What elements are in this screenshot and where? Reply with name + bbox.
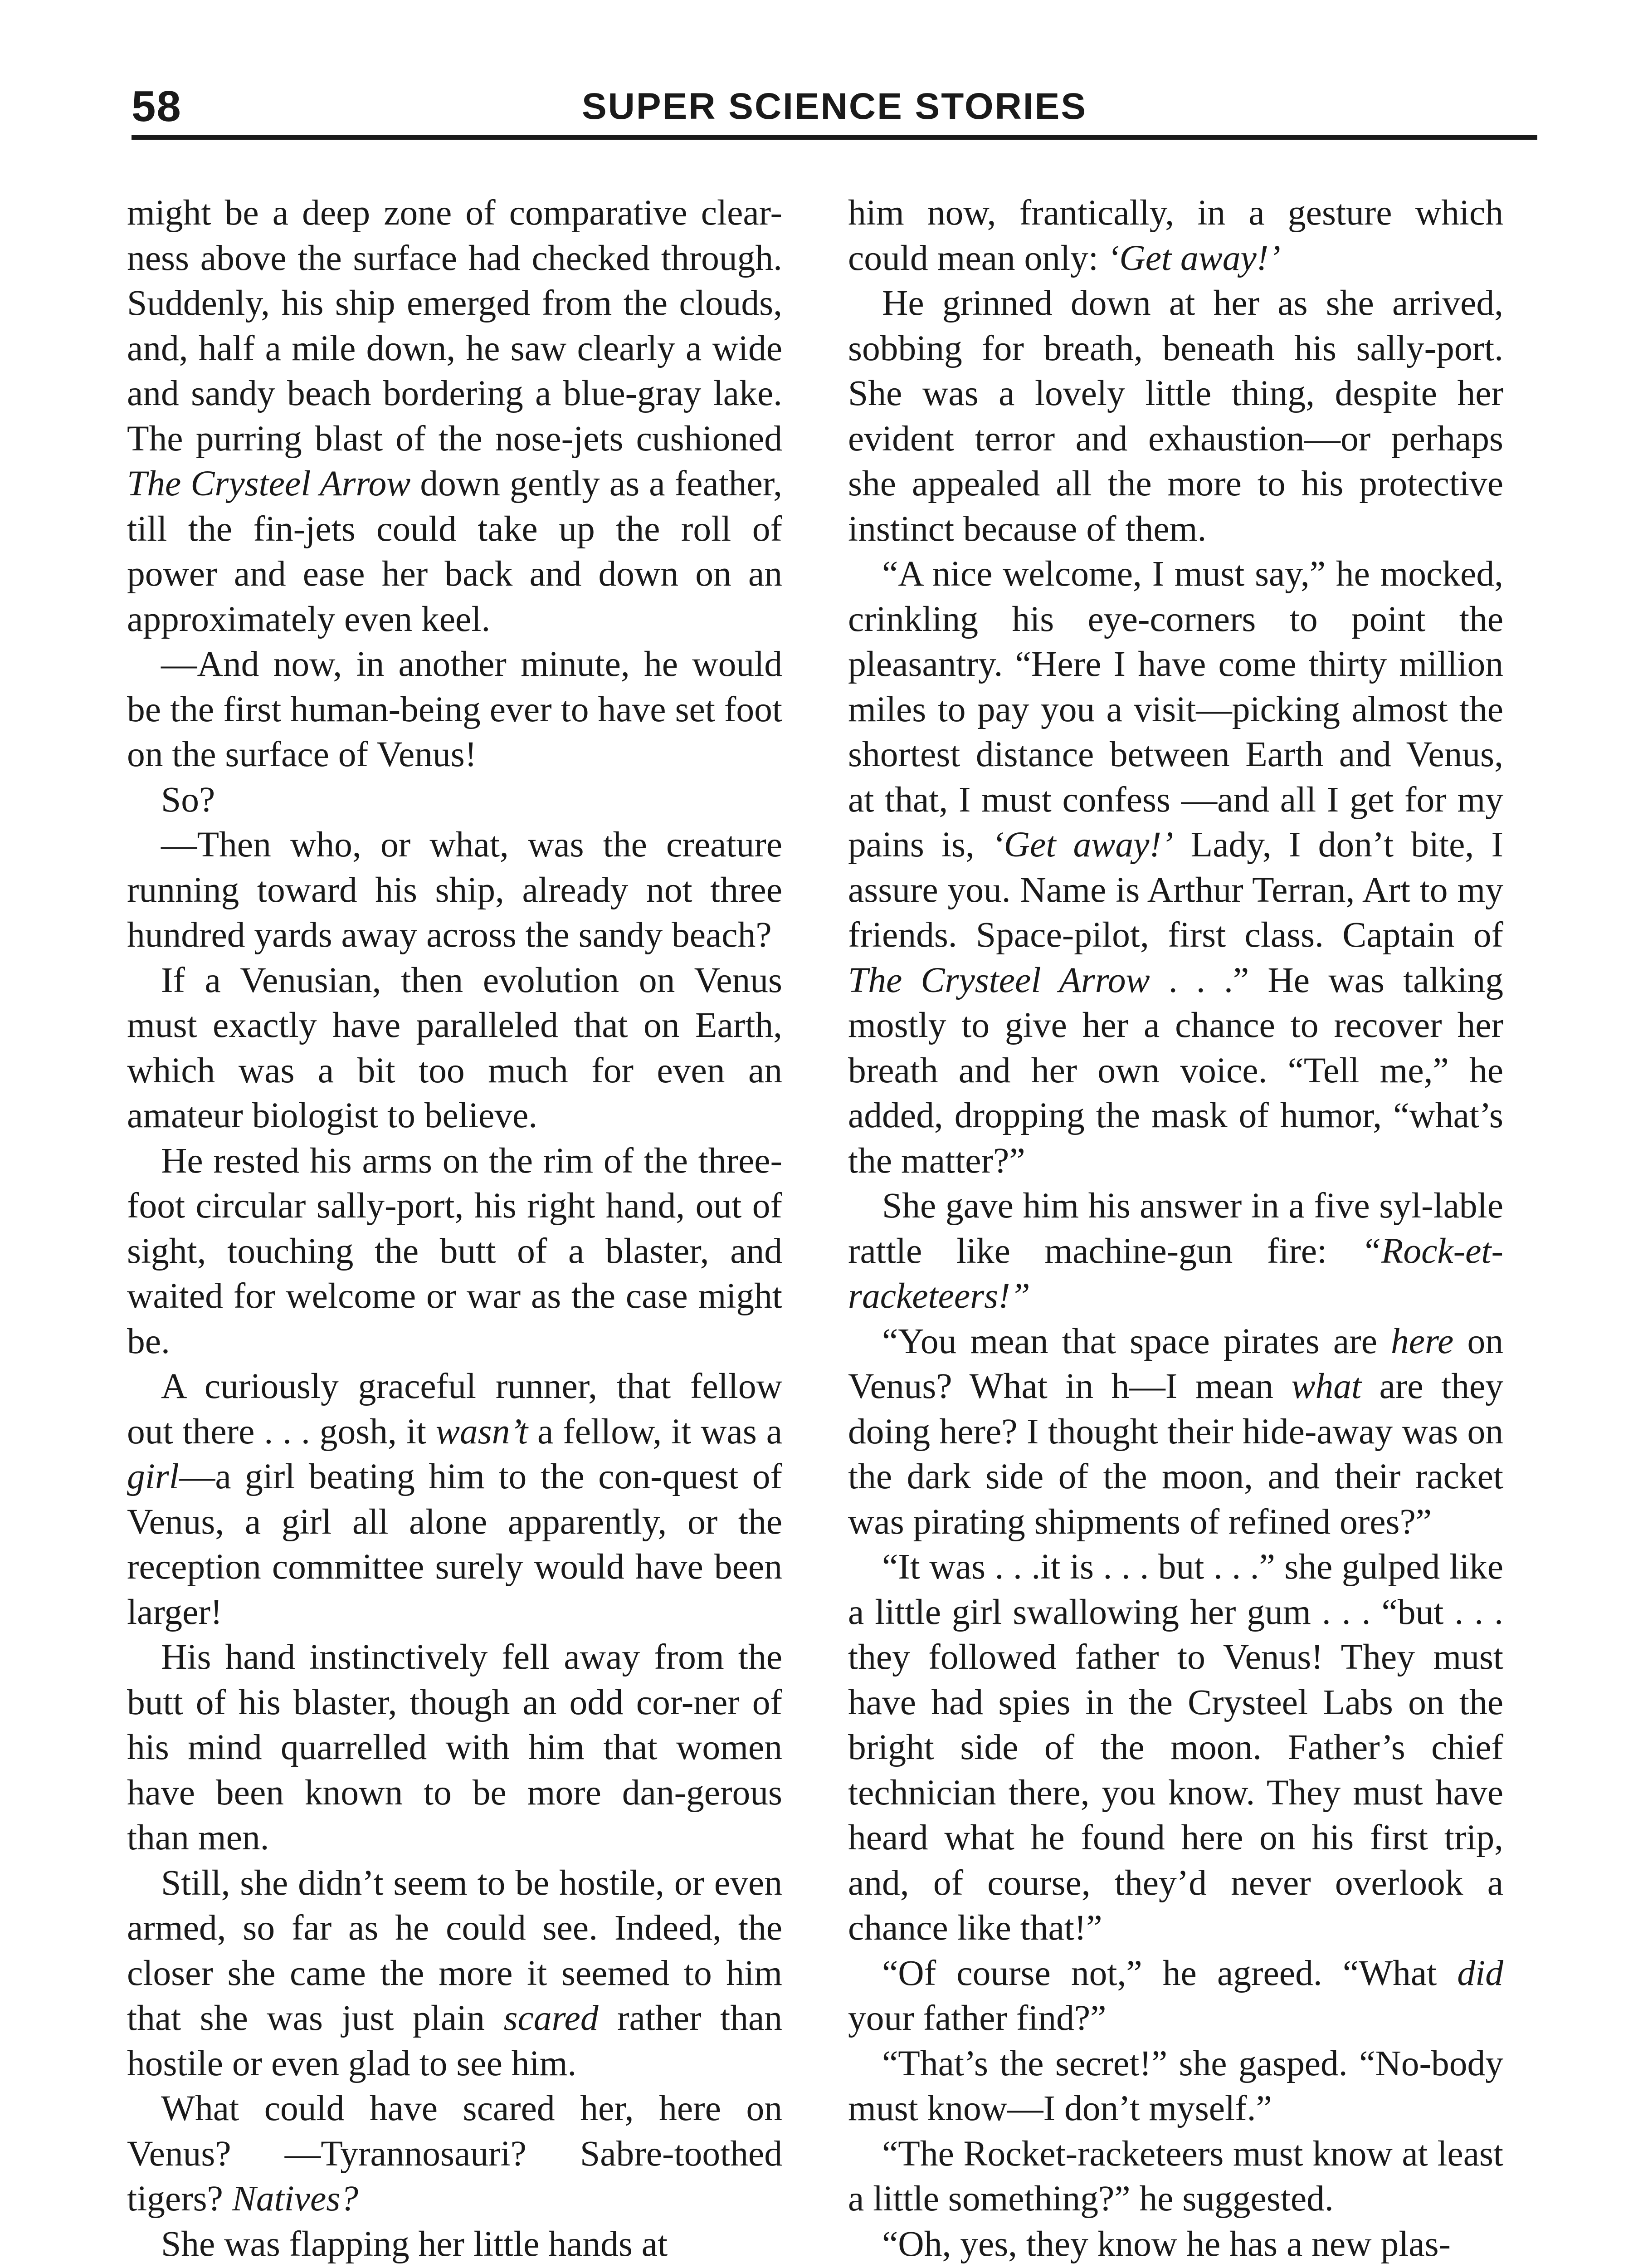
paragraph: “You mean that space pirates are here on Venus? What in h—I mean what are they doing here? I thought their hide-away was on the dark side of the moon, and their racket was pirating shipments of refined ores?” — [848, 1321, 1503, 1542]
header-rule — [132, 135, 1537, 140]
paragraph: —Then who, or what, was the creature running toward his ship, already not three hundred yards away across the sandy beach? — [127, 825, 782, 955]
paragraph: “It was . . .it is . . . but . . .” she gulped like a little girl swallowing her gum . . . “but . . . they followed father to Venus! They must have had spies in the Crysteel Labs on the bright side of the moon. Father’s chief technician there, you know. They must have heard what he found here on his first trip, and, of course, they’d never overlook a chance like that!” — [848, 1547, 1503, 1948]
page-number: 58 — [132, 82, 182, 131]
paragraph: What could have scared her, here on Venus? —Tyrannosauri? Sabre-toothed tigers? Natives? — [127, 2088, 782, 2219]
paragraph: “A nice welcome, I must say,” he mocked, crinkling his eye-corners to point the pleasantry. “Here I have come thirty million miles to pay you a visit—picking almost the shortest distance between Earth and Venus, at that, I must confess —and all I get for my pains is, ‘Get away!’ Lady, I don’t bite, I assure you. Name is Arthur Terran, Art to my friends. Space-pilot, first class. Captain of The Crysteel Arrow . . .” He was talking mostly to give her a chance to recover her breath and her own voice. “Tell me,” he added, dropping the mask of humor, “what’s the matter?” — [848, 554, 1503, 1181]
paragraph: He grinned down at her as she arrived, sobbing for breath, beneath his sally-port. She was a lovely little thing, despite her evident terror and exhaustion—or perhaps she appealed all the more to his protective instinct because of them. — [848, 283, 1503, 549]
paragraph: “Of course not,” he agreed. “What did your father find?” — [848, 1953, 1503, 2038]
paragraph: Still, she didn’t seem to be hostile, or even armed, so far as he could see. Indeed, the closer she came the more it seemed to him that she was just plain scared rather than hostile or even glad to see him. — [127, 1862, 782, 2083]
paragraph: A curiously graceful runner, that fellow out there . . . gosh, it wasn’t a fellow, it was a girl—a girl beating him to the con-quest of Venus, a girl all alone apparently, or the reception committee surely would have been larger! — [127, 1366, 782, 1632]
paragraph: He rested his arms on the rim of the three-foot circular sally-port, his right hand, out of sight, touching the butt of a blaster, and waited for welcome or war as the case might be. — [127, 1140, 782, 1361]
paragraph: His hand instinctively fell away from the butt of his blaster, though an odd cor-ner of his mind quarrelled with him that women have been known to be more dan-gerous than men. — [127, 1637, 782, 1857]
paragraph: might be a deep zone of comparative clear-ness above the surface had checked through. Suddenly, his ship emerged from the clouds, and, half a mile down, he saw clearly a wide and sandy beach bordering a blue-gray lake. The purring blast of the nose-jets cushioned The Crysteel Arrow down gently as a feather, till the fin-jets could take up the roll of power and ease her back and down on an approximately even keel. — [127, 193, 782, 639]
paragraph: him now, frantically, in a gesture which could mean only: ‘Get away!’ — [848, 193, 1503, 278]
paragraph: She was flapping her little hands at — [161, 2224, 668, 2264]
right-text-column — [848, 191, 1503, 2267]
paragraph: “Oh, yes, they know he has a new plas- — [882, 2224, 1451, 2264]
page-header — [132, 68, 1537, 141]
magazine-title: SUPER SCIENCE STORIES — [581, 86, 1087, 127]
paragraph: If a Venusian, then evolution on Venus must exactly have paralleled that on Earth, which was a bit too much for even an amateur biologist to believe. — [127, 960, 782, 1135]
paragraph: She gave him his answer in a five syl-lable rattle like machine-gun fire: “Rock-et-racketeers!” — [848, 1186, 1503, 1316]
left-text-column — [127, 191, 782, 2267]
paragraph: “That’s the secret!” she gasped. “No-body must know—I don’t myself.” — [848, 2043, 1503, 2128]
paragraph: So? — [161, 779, 215, 820]
paragraph: “The Rocket-racketeers must know at least a little something?” he suggested. — [848, 2133, 1503, 2219]
paragraph: —And now, in another minute, he would be the first human-being ever to have set foot on the surface of Venus! — [127, 644, 782, 774]
